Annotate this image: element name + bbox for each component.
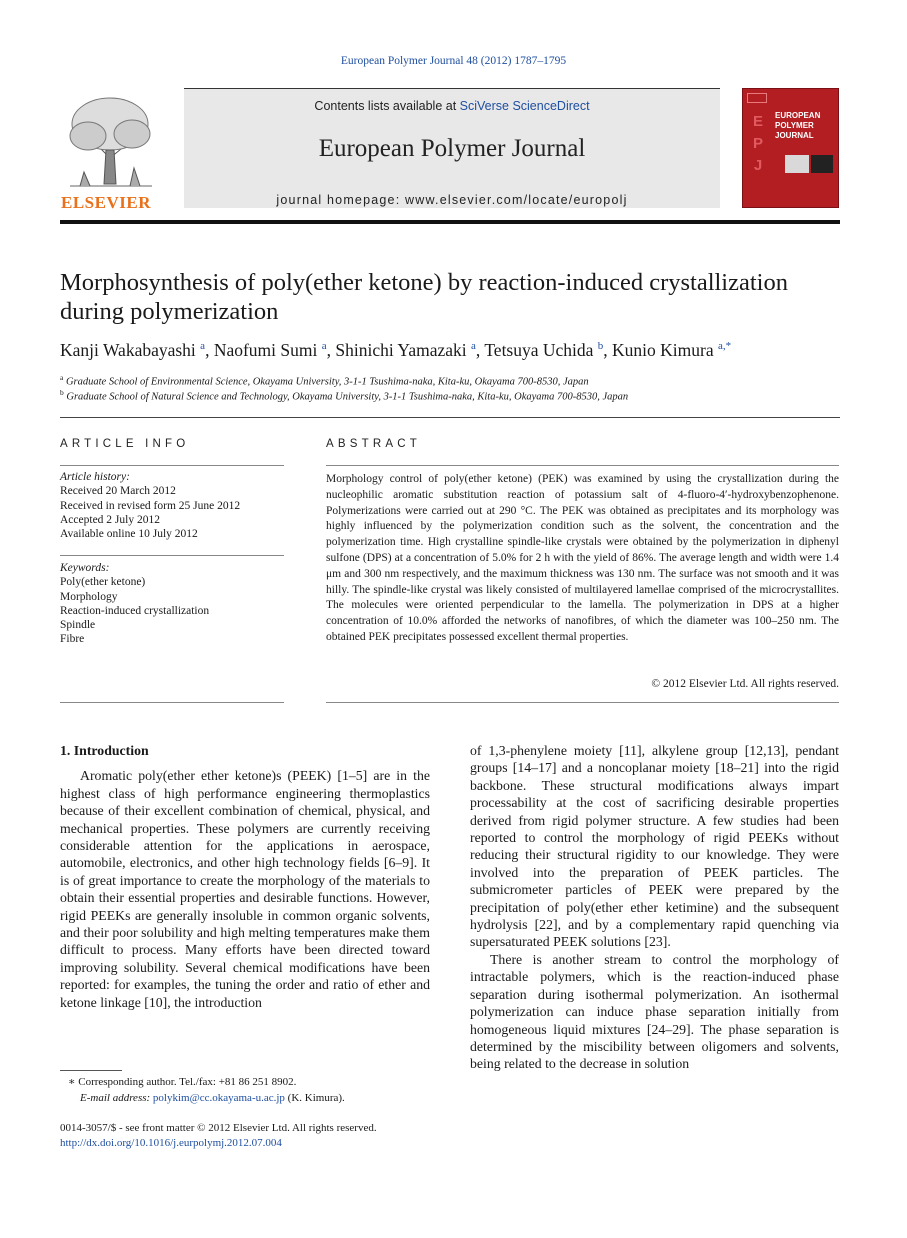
contents-line xyxy=(184,99,720,113)
author-affiliation-marker[interactable]: b xyxy=(597,340,604,353)
history-item: Available online 10 July 2012 xyxy=(60,528,198,541)
email-link[interactable]: polykim@cc.okayama-u.ac.jp xyxy=(152,1092,285,1104)
body-paragraph: Aromatic poly(ether ether ketone)s (PEEK) [1–5] are in the highest class of high performance engineering thermoplastics because of their excellent combination of chemical, physical, and mechanical properties. These polymers are currently receiving considerable attention for the applications in aerospace, automobile, electronics, and other high technology fields [6–9]. It is of great importance to create the morphology of the materials to obtain their essential properties and desirable functions. However, rigid PEEKs are generally insoluble in common organic solvents, and their poor solubility and high melting temperatures make them difficult to process. Many efforts have been directed toward improving solubility. Several chemical modifications have been reported: for examples, the tuning the order and ratio of ether and ketone linkage [10], the introduction xyxy=(60,768,430,1010)
corresponding-footnote: ∗ Corresponding author. Tel./fax: +81 86 251 8902. xyxy=(68,1076,297,1088)
keywords xyxy=(60,561,284,647)
author-name: Kanji Wakabayashi xyxy=(60,340,201,360)
email-footnote xyxy=(60,1091,345,1106)
sciencedirect-link[interactable]: SciVerse ScienceDirect xyxy=(459,99,590,113)
author-name: Tetsuya Uchida xyxy=(484,340,598,360)
affiliation-text: Graduate School of Environmental Science, Okayama University, 3-1-1 Tsushima-naka, Kita-ku, Okayama 700-8530, Japan xyxy=(65,376,589,388)
author-name: Kunio Kimura xyxy=(612,340,719,360)
author-name: Shinichi Yamazaki xyxy=(335,340,471,360)
contents-prefix: Contents lists available at xyxy=(314,99,460,113)
cover-letters: E P J xyxy=(752,113,763,174)
author-list: Kanji Wakabayashi $^a$, Naofumi Sumi $^a$, Shinichi Yamazaki $^a$, Tetsuya Uchida $^b$, Kunio Kimura $^{a,*}$ xyxy=(60,340,732,360)
author-affiliation-marker[interactable]: a xyxy=(471,340,476,353)
history-item: Received 20 March 2012 xyxy=(60,485,176,498)
journal-name: European Polymer Journal xyxy=(318,135,586,162)
divider xyxy=(326,702,839,703)
cover-image xyxy=(811,155,833,173)
divider xyxy=(326,465,839,466)
article-info-heading: ARTICLE INFO xyxy=(60,438,190,450)
affiliation-a xyxy=(60,373,850,388)
affiliation-b xyxy=(60,388,850,403)
abstract-copyright: © 2012 Elsevier Ltd. All rights reserved. xyxy=(651,678,839,690)
abstract-text: Morphology control of poly(ether ketone) (PEK) was examined by using the crystallization during the nucleophilic aromatic substitution reaction of potassium salt of 4-fluoro-4′-hydroxybenzophenone. Polymerizations were carried out at 290 °C. The PEK was obtained as precipitates and its morphology was highly influenced by the polymerization condition such as the solvent, the concentration and the polymerization time. High crystalline spindle-like crystals were obtained by the polymerization in diphenyl sulfone (DPS) at a concentration of 5.0% for 2 h with the yield of 86%. The average length and width were 1.4 μm and 300 nm respectively, and the maximum thickness was 130 nm. The surface was not smooth and it was hilly. The spindle-like crystal was likely consisted of multilayered lamellae comprised of the microcrystallites. The molecules were oriented perpendicular to the lamella. The polymerization in DPS at a higher concentration of 10.0% afforded the networks of nanofibres, of which the diameter was 100–250 nm. The obtained PEK precipitates possessed excellent thermal properties. xyxy=(326,473,839,643)
history-item: Received in revised form 25 June 2012 xyxy=(60,499,241,512)
email-label: E-mail address: xyxy=(80,1092,153,1104)
keyword: Morphology xyxy=(60,590,118,603)
article-title: Morphosynthesis of poly(ether ketone) by reaction-induced crystallization during polymerization xyxy=(60,269,788,325)
issn-line: 0014-3057/$ - see front matter © 2012 Elsevier Ltd. All rights reserved. xyxy=(60,1122,377,1134)
body-left-column xyxy=(60,742,430,1011)
header-rule xyxy=(60,220,840,224)
author-name: Naofumi Sumi xyxy=(213,340,322,360)
body-paragraph: There is another stream to control the morphology of intractable polymers, which is the reaction-induced phase separation during isothermal polymerization. An isothermal polymerization can induce phase separation initially from homogeneous liquid mixtures [24–29]. The phase separation is determined by the miscibility between oligomers and solvents, being related to the decrease in solution xyxy=(470,951,839,1072)
section-title: 1. Introduction xyxy=(60,743,149,758)
publisher-logo-text: ELSEVIER xyxy=(61,193,151,212)
affiliation-text: Graduate School of Natural Science and Technology, Okayama University, 3-1-1 Tsushima-naka, Kita-ku, Okayama 700-8530, Japan xyxy=(66,391,629,403)
footnote-rule xyxy=(60,1070,122,1071)
keyword: Fibre xyxy=(60,633,85,646)
journal-cover-thumbnail[interactable] xyxy=(742,88,839,208)
cover-decoration xyxy=(747,93,767,103)
keyword: Reaction-induced crystallization xyxy=(60,604,210,617)
author-affiliation-marker[interactable]: a xyxy=(321,340,327,353)
author-affiliation-marker[interactable]: a xyxy=(200,340,206,353)
history-label: Article history: xyxy=(60,471,130,483)
cover-title: EUROPEAN POLYMER JOURNAL xyxy=(775,111,821,140)
body-paragraph: of 1,3-phenylene moiety [11], alkylene group [12,13], pendant groups [14–17] and a noncoplanar moiety [18–21] into the rigid backbone. These structural modifications always impart processability at the cost of sacrificing desirable properties derived from rigid polymer structure. A few studies had been reported to control the morphology of rigid PEEKs without reducing their structural rigidity to our knowledge. They were involved into the preparation of PEEK particles. The submicrometer particles of PEEK were prepared by the precipitation of poly(ether ether ketimine) and the subsequent hydrolysis [22], and by a complementary rapid quenching via supersaturated PEEK solutions [23]. xyxy=(470,743,839,950)
keyword: Poly(ether ketone) xyxy=(60,576,146,589)
email-suffix: (K. Kimura). xyxy=(284,1092,345,1104)
journal-header xyxy=(60,88,840,223)
doi-link[interactable]: http://dx.doi.org/10.1016/j.eurpolymj.2012.07.004 xyxy=(60,1137,282,1149)
affiliation-marker: b xyxy=(60,388,64,397)
author-affiliation-marker[interactable]: a,* xyxy=(718,340,732,353)
abstract-heading: ABSTRACT xyxy=(326,438,421,450)
journal-banner xyxy=(184,88,720,208)
keyword: Spindle xyxy=(60,619,96,632)
article-history xyxy=(60,470,284,541)
cover-image xyxy=(785,155,809,173)
history-item: Accepted 2 July 2012 xyxy=(60,513,160,526)
affiliation-marker: a xyxy=(60,373,64,382)
divider xyxy=(60,465,284,466)
divider xyxy=(60,702,284,703)
divider xyxy=(60,417,840,418)
keywords-label: Keywords: xyxy=(60,562,110,574)
journal-reference[interactable]: European Polymer Journal 48 (2012) 1787–1795 xyxy=(340,55,567,67)
journal-homepage[interactable]: journal homepage: www.elsevier.com/locate/europolj xyxy=(276,193,628,207)
body-right-column xyxy=(470,742,839,1073)
divider xyxy=(60,555,284,556)
